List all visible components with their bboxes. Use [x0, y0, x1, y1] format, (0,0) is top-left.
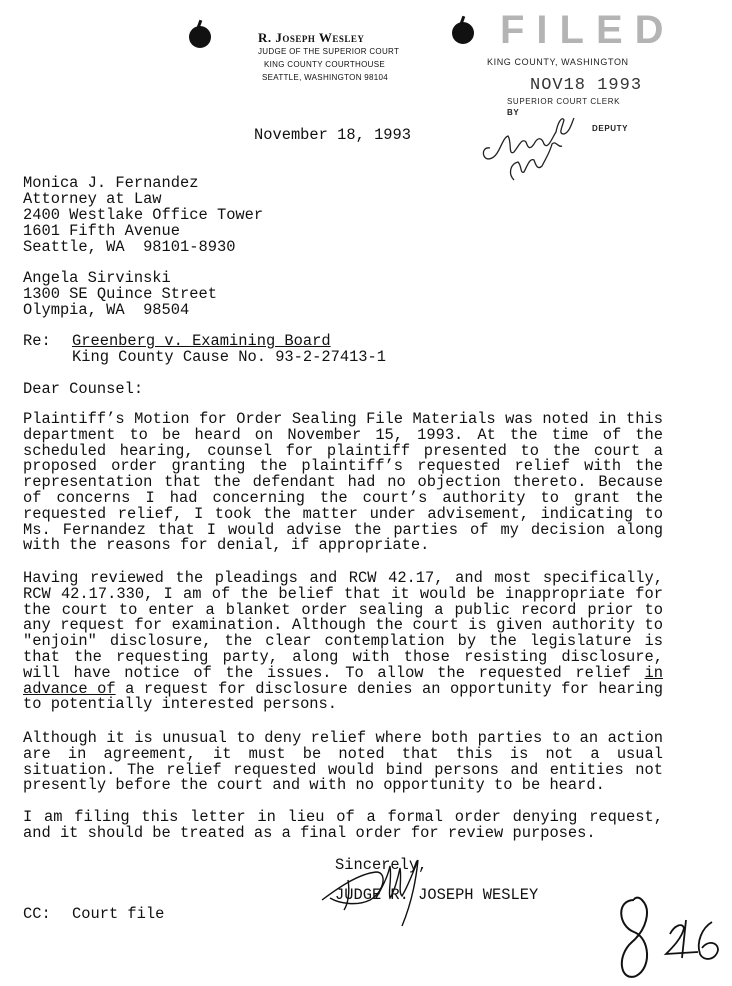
filed-stamp-word: FILED [500, 8, 676, 52]
filed-stamp-by: BY [507, 108, 520, 117]
body-paragraph-4: I am filing this letter in lieu of a formal order denying request, and it should be treated as a final order for review purposes. [23, 808, 663, 842]
body-paragraph-1: Plaintiff’s Motion for Order Sealing File Materials was noted in this department to be heard on November 15, 1993. At the time of the scheduled hearing, counsel for plaintiff presented to the court a proposed order granting the plaintiff’s requested relief with the representation that the defendant had no objection thereto. Because of concerns I had concerning the court’s authority to grant the requested relief, I took the matter under advisement, indicating to Ms. Fernandez that I would advise the parties of my decision along with the reasons for denial, if appropriate. [23, 410, 663, 555]
body-paragraph-2-emphasis: in advance of [23, 663, 663, 698]
signer-name: JUDGE R. JOSEPH WESLEY [335, 886, 539, 904]
filed-stamp-county: KING COUNTY, WASHINGTON [487, 57, 629, 67]
deputy-signature [478, 108, 588, 183]
recipient-2-line-2: 1300 SE Quince Street [23, 285, 217, 303]
judge-seal-icon [189, 26, 211, 48]
salutation: Dear Counsel: [23, 380, 144, 398]
recipient-2-line-1: Angela Sirvinski [23, 269, 171, 287]
letter-date: November 18, 1993 [254, 126, 412, 144]
re-case: Greenberg v. Examining Board [72, 332, 331, 350]
closing: Sincerely, [335, 856, 428, 874]
letterhead-name: R. Joseph Wesley [258, 30, 365, 45]
body-paragraph-2-part-1: Having reviewed the pleadings and RCW 42.17, and most specifically, RCW 42.17.330, I am of the belief that it would be inappropriate for the court to enter a blanket order sealing a public record prior to any request for examination. Although the court is given authority to "enjoin" disclosure, the clear contemplation by the legislature is that the requesting party, along with those resisting disclosure, will have notice of the issues. To allow the requested relief [23, 569, 663, 682]
re-label: Re: [23, 332, 51, 350]
body-paragraph-2-part-2: a request for disclosure denies an opportunity for hearing to potentially interested persons. [23, 679, 664, 714]
letterhead-courthouse: KING COUNTY COURTHOUSE [264, 60, 385, 69]
letterhead-address: SEATTLE, WASHINGTON 98104 [262, 73, 389, 82]
margin-note [612, 892, 730, 984]
recipient-1-line-3: 2400 Westlake Office Tower [23, 206, 264, 224]
letterhead-title: JUDGE OF THE SUPERIOR COURT [258, 47, 400, 56]
stamp-seal-icon [452, 22, 474, 44]
recipient-1-line-1: Monica J. Fernandez [23, 174, 199, 192]
body-paragraph-3: Although it is unusual to deny relief where both parties to an action are in agreement, it must be noted that this is not a usual situation. The relief requested would bind persons and entities not presently before the court and with no opportunity to be heard. [23, 729, 663, 795]
recipient-1-line-2: Attorney at Law [23, 190, 162, 208]
filed-stamp-deputy: DEPUTY [592, 124, 629, 133]
judge-signature [318, 852, 448, 932]
recipient-2-line-3: Olympia, WA 98504 [23, 301, 190, 319]
filed-stamp-clerk: SUPERIOR COURT CLERK [507, 97, 621, 106]
cc-label: CC: [23, 905, 51, 923]
re-cause: King County Cause No. 93-2-27413-1 [72, 348, 387, 366]
recipient-1-line-5: Seattle, WA 98101-8930 [23, 238, 236, 256]
cc-value: Court file [72, 905, 165, 923]
body-paragraph-2 [23, 571, 663, 713]
filed-stamp-date: NOV18 1993 [530, 76, 643, 95]
recipient-1-line-4: 1601 Fifth Avenue [23, 222, 181, 240]
